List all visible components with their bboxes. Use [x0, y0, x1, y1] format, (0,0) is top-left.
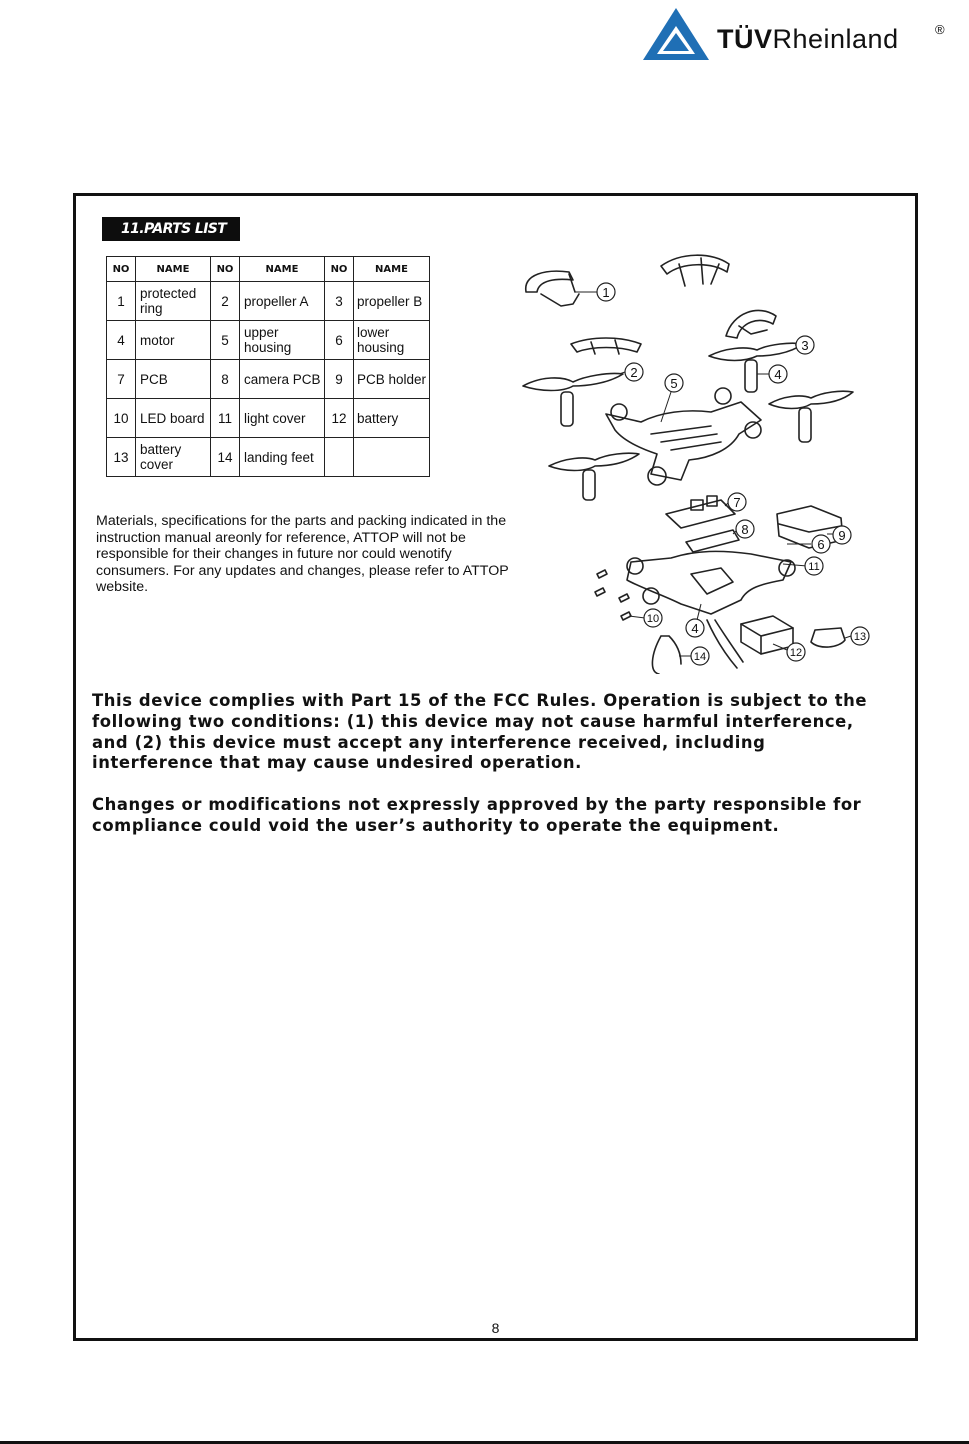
part-number: 14: [211, 438, 240, 477]
callout-number: 7: [733, 495, 741, 510]
part-number: 5: [211, 321, 240, 360]
callout-number: 1: [602, 285, 610, 300]
registered-mark: ®: [935, 22, 945, 37]
callout-number: 5: [670, 376, 678, 391]
part-name: landing feet: [240, 438, 325, 477]
part-number: 11: [211, 399, 240, 438]
propeller-drawing: [549, 453, 639, 500]
header-no: NO: [107, 257, 136, 282]
callout-10: [629, 609, 662, 627]
callout-number: 4: [774, 367, 782, 382]
part-number: 1: [107, 282, 136, 321]
header-no: NO: [211, 257, 240, 282]
part-name: light cover: [240, 399, 325, 438]
part-number: 12: [325, 399, 354, 438]
callout-number: 10: [646, 613, 660, 625]
part-name: PCB: [136, 360, 211, 399]
part-number: 3: [325, 282, 354, 321]
part-name: propeller A: [240, 282, 325, 321]
part-name: battery cover: [136, 438, 211, 477]
table-row: [107, 399, 430, 438]
part-number: 2: [211, 282, 240, 321]
callout-5: [661, 374, 683, 422]
callout-number: 3: [801, 338, 809, 353]
part-name: PCB holder: [354, 360, 430, 399]
callout-6: [787, 535, 830, 553]
callout-number: 2: [630, 365, 638, 380]
header-name: NAME: [354, 257, 430, 282]
header-name: NAME: [240, 257, 325, 282]
table-row: [107, 321, 430, 360]
logo-wordmark: [717, 24, 899, 55]
section-title: 11.PARTS LIST: [102, 217, 240, 241]
part-name: camera PCB: [240, 360, 325, 399]
protected-ring-drawing: [571, 338, 641, 354]
callout-number: 13: [853, 631, 867, 643]
logo-brand-rest: Rheinland: [772, 24, 899, 54]
led-board-drawing: [595, 570, 631, 620]
callout-number: 12: [789, 647, 803, 659]
fcc-paragraph-1: This device complies with Part 15 of the FCC Rules. Operation is subject to the following two conditions: (1) this device may not cause harmful interference, and (2) this device must accept any interference received, including interference that may cause undesired operation.: [92, 691, 868, 773]
part-number: 8: [211, 360, 240, 399]
callout-13: [845, 627, 869, 645]
part-number: 4: [107, 321, 136, 360]
table-row: [107, 282, 430, 321]
part-number: 6: [325, 321, 354, 360]
protected-ring-drawing: [661, 255, 729, 286]
propeller-drawing: [709, 343, 803, 392]
fcc-paragraph-2: Changes or modifications not expressly approved by the party responsible for compliance could void the user’s authority to operate the equipment.: [92, 795, 862, 835]
callout-7: [725, 493, 746, 511]
callout-number: 6: [817, 537, 825, 552]
part-name: lower housing: [354, 321, 430, 360]
callout-4: [757, 365, 787, 383]
part-name: protected ring: [136, 282, 211, 321]
materials-note: Materials, specifications for the parts and packing indicated in the instruction manual areonly for reference, ATTOP will not be responsible for their changes in future nor could wenotify consumers. For any updates and changes, please refer to ATTOP website.: [96, 513, 509, 596]
camera-pcb-drawing: [686, 530, 739, 552]
callout-1: [575, 283, 615, 301]
lower-housing-drawing: [627, 551, 795, 614]
callout-number: 4: [691, 621, 699, 636]
tuv-rheinland-logo: [641, 6, 961, 62]
battery-drawing: [741, 616, 793, 654]
part-name: [354, 438, 430, 477]
part-number: 13: [107, 438, 136, 477]
header-name: NAME: [136, 257, 211, 282]
callout-3: [795, 336, 814, 354]
table-header-row: [107, 257, 430, 282]
manual-page: [73, 193, 918, 1341]
upper-housing-drawing: [606, 388, 761, 485]
table-row: [107, 438, 430, 477]
part-name: LED board: [136, 399, 211, 438]
callout-number: 8: [741, 522, 749, 537]
callout-14: [679, 647, 709, 665]
logo-brand-bold: TÜV: [717, 24, 773, 54]
page-number: 8: [491, 1320, 500, 1336]
callout-number: 14: [693, 651, 707, 663]
header-no: NO: [325, 257, 354, 282]
part-name: battery: [354, 399, 430, 438]
part-name: upper housing: [240, 321, 325, 360]
table-row: [107, 360, 430, 399]
callout-number: 9: [838, 528, 846, 543]
protected-ring-drawing: [526, 271, 579, 306]
battery-cover-drawing: [811, 628, 845, 647]
pcb-holder-drawing: [777, 506, 846, 548]
protected-ring-drawing: [726, 310, 776, 338]
pcb-drawing: [666, 496, 735, 528]
part-number: 7: [107, 360, 136, 399]
callout-number: 11: [808, 561, 820, 573]
part-name: motor: [136, 321, 211, 360]
part-number: 9: [325, 360, 354, 399]
parts-table: [106, 256, 430, 477]
propeller-drawing: [769, 391, 853, 442]
callout-12: [773, 643, 805, 661]
callout-2: [619, 363, 643, 381]
part-name: propeller B: [354, 282, 430, 321]
tuv-triangle-icon: [641, 6, 711, 62]
fcc-statement: [92, 691, 892, 858]
drone-exploded-diagram: [511, 244, 886, 674]
part-number: [325, 438, 354, 477]
part-number: 10: [107, 399, 136, 438]
